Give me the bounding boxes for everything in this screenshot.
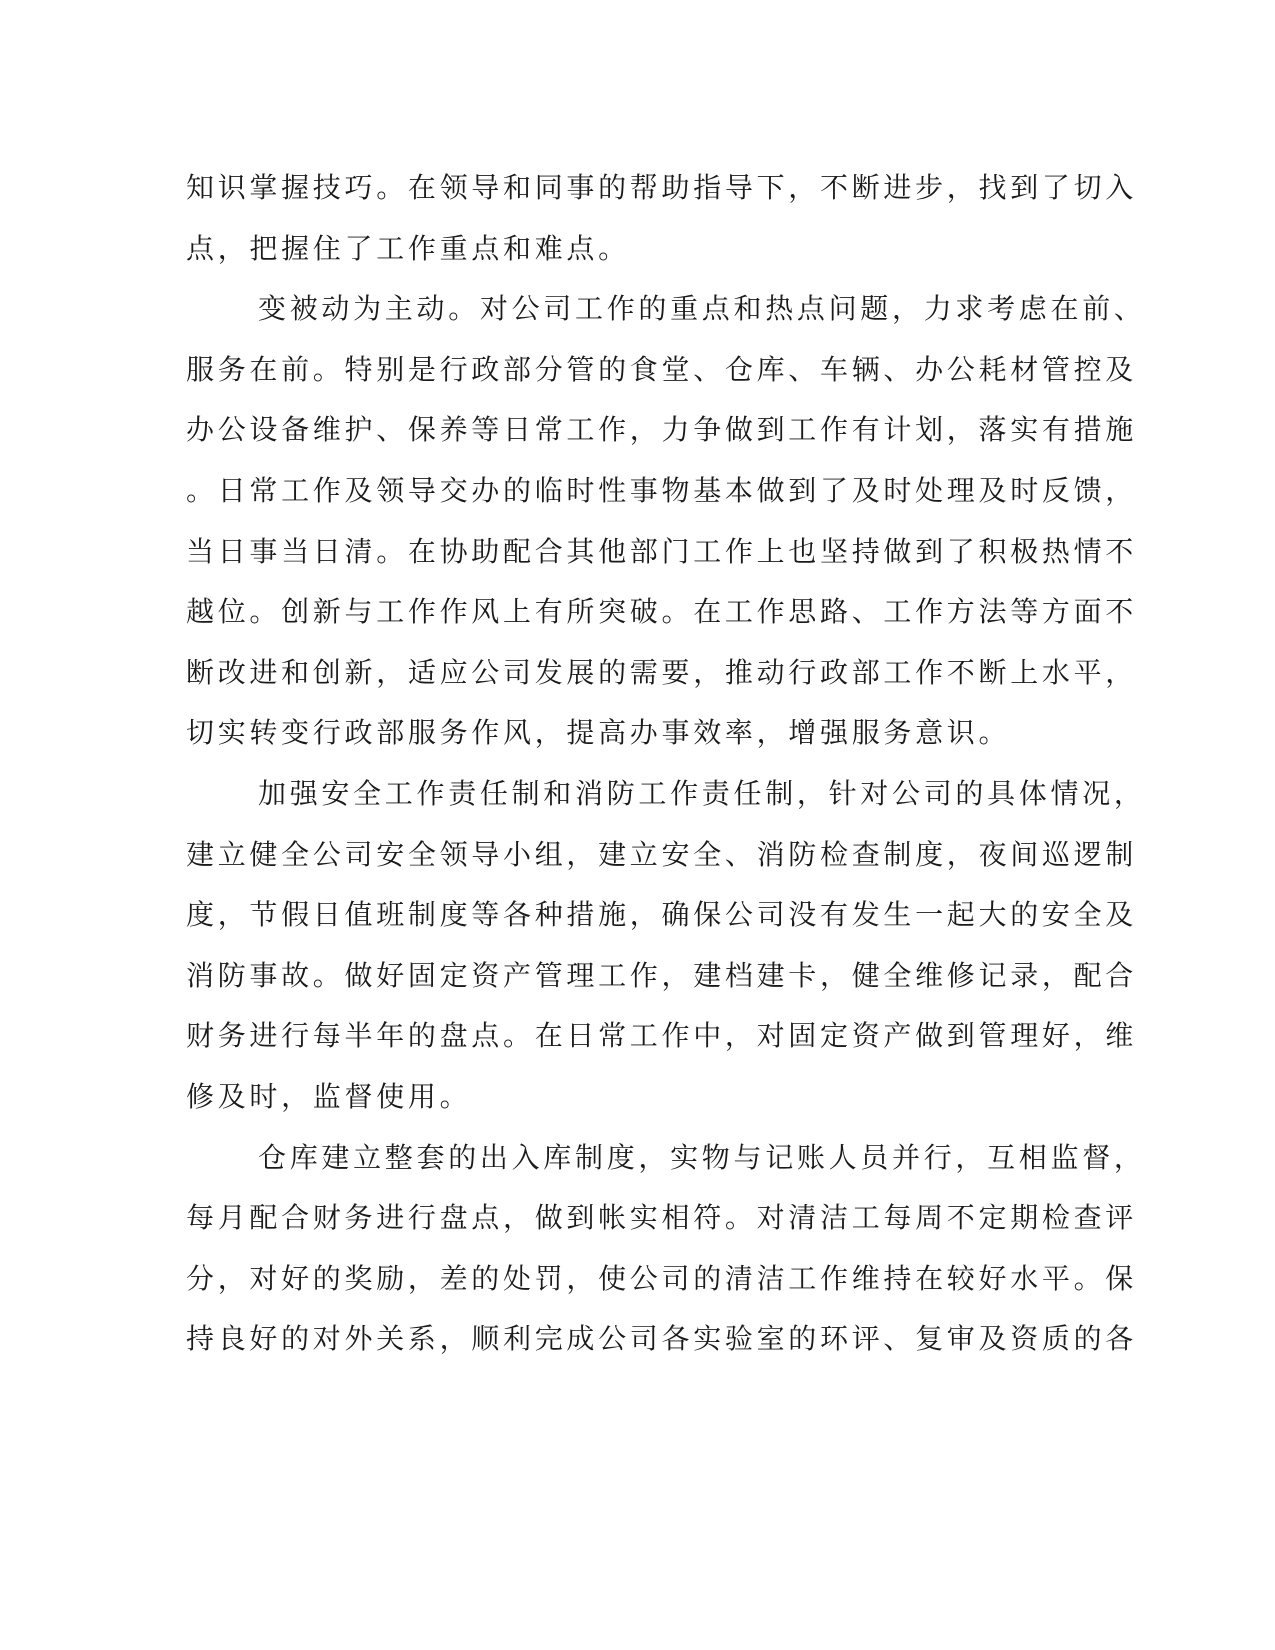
text-line: 越位。创新与工作作风上有所突破。在工作思路、工作方法等方面不 xyxy=(186,595,1138,629)
text-line: 建立健全公司安全领导小组，建立安全、消防检查制度，夜间巡逻制 xyxy=(186,837,1138,871)
text-line: 每月配合财务进行盘点，做到帐实相符。对清洁工每周不定期检查评 xyxy=(186,1201,1138,1235)
text-line: 。日常工作及领导交办的临时性事物基本做到了及时处理及时反馈， xyxy=(186,473,1138,507)
paragraph-first-line: 加强安全工作责任制和消防工作责任制，针对公司的具体情况， xyxy=(258,776,1146,810)
text-line: 持良好的对外关系，顺利完成公司各实验室的环评、复审及资质的各 xyxy=(186,1322,1138,1356)
text-line: 知识掌握技巧。在领导和同事的帮助指导下，不断进步，找到了切入 xyxy=(186,171,1138,204)
text-line: 点，把握住了工作重点和难点。 xyxy=(186,231,630,265)
text-line: 消防事故。做好固定资产管理工作，建档建卡，健全维修记录，配合 xyxy=(186,958,1138,992)
text-line: 服务在前。特别是行政部分管的食堂、仓库、车辆、办公耗材管控及 xyxy=(186,352,1138,386)
text-line: 分，对好的奖励，差的处罚，使公司的清洁工作维持在较好水平。保 xyxy=(186,1261,1138,1295)
text-line: 当日事当日清。在协助配合其他部门工作上也坚持做到了积极热情不 xyxy=(186,534,1138,568)
text-line: 修及时，监督使用。 xyxy=(186,1079,472,1113)
text-line: 财务进行每半年的盘点。在日常工作中，对固定资产做到管理好，维 xyxy=(186,1019,1138,1053)
text-line: 切实转变行政部服务作风，提高办事效率，增强服务意识。 xyxy=(186,716,1011,750)
paragraph-first-line: 变被动为主动。对公司工作的重点和热点问题，力求考虑在前、 xyxy=(258,292,1146,326)
paragraph-first-line: 仓库建立整套的出入库制度，实物与记账人员并行，互相监督， xyxy=(258,1140,1146,1174)
text-line: 办公设备维护、保养等日常工作，力争做到工作有计划，落实有措施 xyxy=(186,413,1138,447)
body-text xyxy=(186,158,1146,1370)
text-line: 度，节假日值班制度等各种措施，确保公司没有发生一起大的安全及 xyxy=(186,898,1138,932)
text-line: 断改进和创新，适应公司发展的需要，推动行政部工作不断上水平， xyxy=(186,655,1138,689)
